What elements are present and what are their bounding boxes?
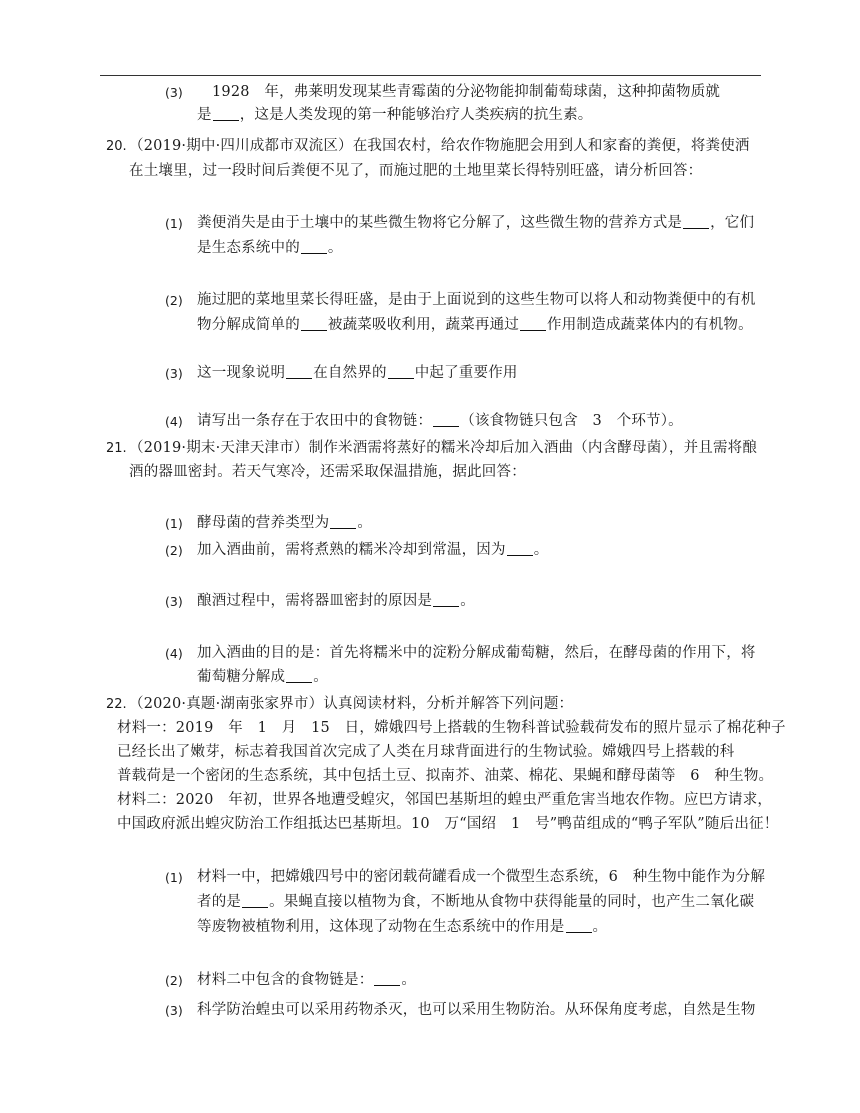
answer-blank[interactable] [301,238,327,254]
header-rule [100,75,761,76]
q20-sub3-line: 这一现象说明 在自然界的 中起了重要作用 [197,365,518,381]
q19-sub3-line2: 是 ，这是人类发现的第一种能够治疗人类疾病的抗生素。 [197,107,593,123]
q22-material2-line2: 中国政府派出蝗灾防治工作组抵达巴基斯坦。10 万“国绍 1 号”鸭苗组成的“鸭子军队”随后出征！ [117,816,779,832]
q22-material1-line1: 材料一：2019 年 1 月 15 日，嫦娥四号上搭载的生物科普试验载荷发布的照片显示了棉花种子 [117,720,786,736]
q22-sub3-line1: 科学防治蝗虫可以采用药物杀灭，也可以采用生物防治。从环保角度考虑，自然是生物 [197,1002,756,1018]
q22-material1-line3: 普载荷是一个密闭的生态系统，其中包括土豆、拟南芥、油菜、棉花、果蝇和酵母菌等 6 种生物。 [117,768,774,784]
q22-number: 22. [106,697,127,712]
answer-blank[interactable] [433,591,459,607]
q20-sub3-number: (3) [165,366,183,381]
answer-blank[interactable] [301,315,327,331]
q20-sub1-line2: 是生态系统中的 。 [197,240,343,256]
q22-material2-line1: 材料二：2020 年初，世界各地遭受蝗灾，邻国巴基斯坦的蝗虫严重危害当地农作物。应巴方请求， [117,792,773,808]
answer-blank[interactable] [242,892,268,908]
q20-sub2-line1: 施过肥的菜地里菜长得旺盛，是由于上面说到的这些生物可以将人和动物粪便中的有机 [197,292,756,308]
q19-sub3-line1: 1928 年，弗莱明发现某些青霉菌的分泌物能抑制葡萄球菌，这种抑菌物质就 [212,84,721,100]
answer-blank[interactable] [286,667,312,683]
q22-stem: （2020·真题·湖南张家界市）认真阅读材料，分析并解答下列问题： [129,696,574,712]
q20-number: 20. [106,139,127,154]
q20-sub4-line: 请写出一条存在于农田中的食物链： （该食物链只包含 3 个环节）。 [197,413,683,429]
q21-sub4-number: (4) [165,646,183,661]
q21-sub3-number: (3) [165,594,183,609]
answer-blank[interactable] [683,213,709,229]
q21-sub4-line2: 葡萄糖分解成 。 [197,669,328,685]
q22-sub2-number: (2) [165,973,183,988]
q20-stem-line2: 在土壤里，过一段时间后粪便不见了，而施过肥的土地里菜长得特别旺盛，请分析回答： [129,163,703,179]
q21-stem-line1: （2019·期末·天津天津市）制作米酒需将蒸好的糯米冷却后加入酒曲（内含酵母菌），并且需将酿 [129,440,758,456]
q22-sub1-number: (1) [165,870,183,885]
q22-sub2-line: 材料二中包含的食物链是： 。 [197,972,417,988]
q22-sub1-line1: 材料一中，把嫦娥四号中的密闭载荷罐看成一个微型生态系统，6 种生物中能作为分解 [197,869,766,885]
answer-blank[interactable] [433,411,459,427]
answer-blank[interactable] [388,363,414,379]
q21-sub1-line: 酵母菌的营养类型为 。 [197,515,373,531]
q22-sub3-number: (3) [165,1003,183,1018]
q22-material1-line2: 已经长出了嫩芽，标志着我国首次完成了人类在月球背面进行的生物试验。嫦娥四号上搭载的科 [117,744,735,760]
answer-blank[interactable] [330,513,356,529]
q22-sub1-line2: 者的是 。果蝇直接以植物为食，不断地从食物中获得能量的同时，也产生二氧化碳 [197,894,755,910]
q21-number: 21. [106,441,127,456]
answer-blank[interactable] [507,540,533,556]
q20-sub2-number: (2) [165,293,183,308]
q21-stem-line2: 酒的器皿密封。若天气寒冷，还需采取保温措施，据此回答： [129,464,526,480]
q20-stem-line1: （2019·期中·四川成都市双流区）在我国农村，给农作物施肥会用到人和家畜的粪便，将粪使洒 [129,138,750,154]
q20-sub1-number: (1) [165,216,183,231]
q20-sub1-line1: 粪便消失是由于土壤中的某些微生物将它分解了，这些微生物的营养方式是 ，它们 [197,215,755,231]
answer-blank[interactable] [374,970,400,986]
answer-blank[interactable] [566,917,592,933]
q20-sub4-number: (4) [165,414,183,429]
q19-sub3-number: (3) [165,85,183,100]
answer-blank[interactable] [520,315,546,331]
q22-sub1-line3: 等废物被植物利用，这体现了动物在生态系统中的作用是 。 [197,919,608,935]
q21-sub4-line1: 加入酒曲的目的是：首先将糯米中的淀粉分解成葡萄糖，然后，在酵母菌的作用下，将 [197,645,756,661]
q20-sub2-line2: 物分解成简单的 被蔬菜吸收利用，蔬菜再通过 作用制造成蔬菜体内的有机物。 [197,317,753,333]
q21-sub1-number: (1) [165,516,183,531]
q21-sub2-line: 加入酒曲前，需将煮熟的糯米冷却到常温，因为 。 [197,542,549,558]
answer-blank[interactable] [213,105,239,121]
q21-sub3-line: 酿酒过程中，需将器皿密封的原因是 。 [197,593,475,609]
answer-blank[interactable] [286,363,312,379]
q21-sub2-number: (2) [165,543,183,558]
